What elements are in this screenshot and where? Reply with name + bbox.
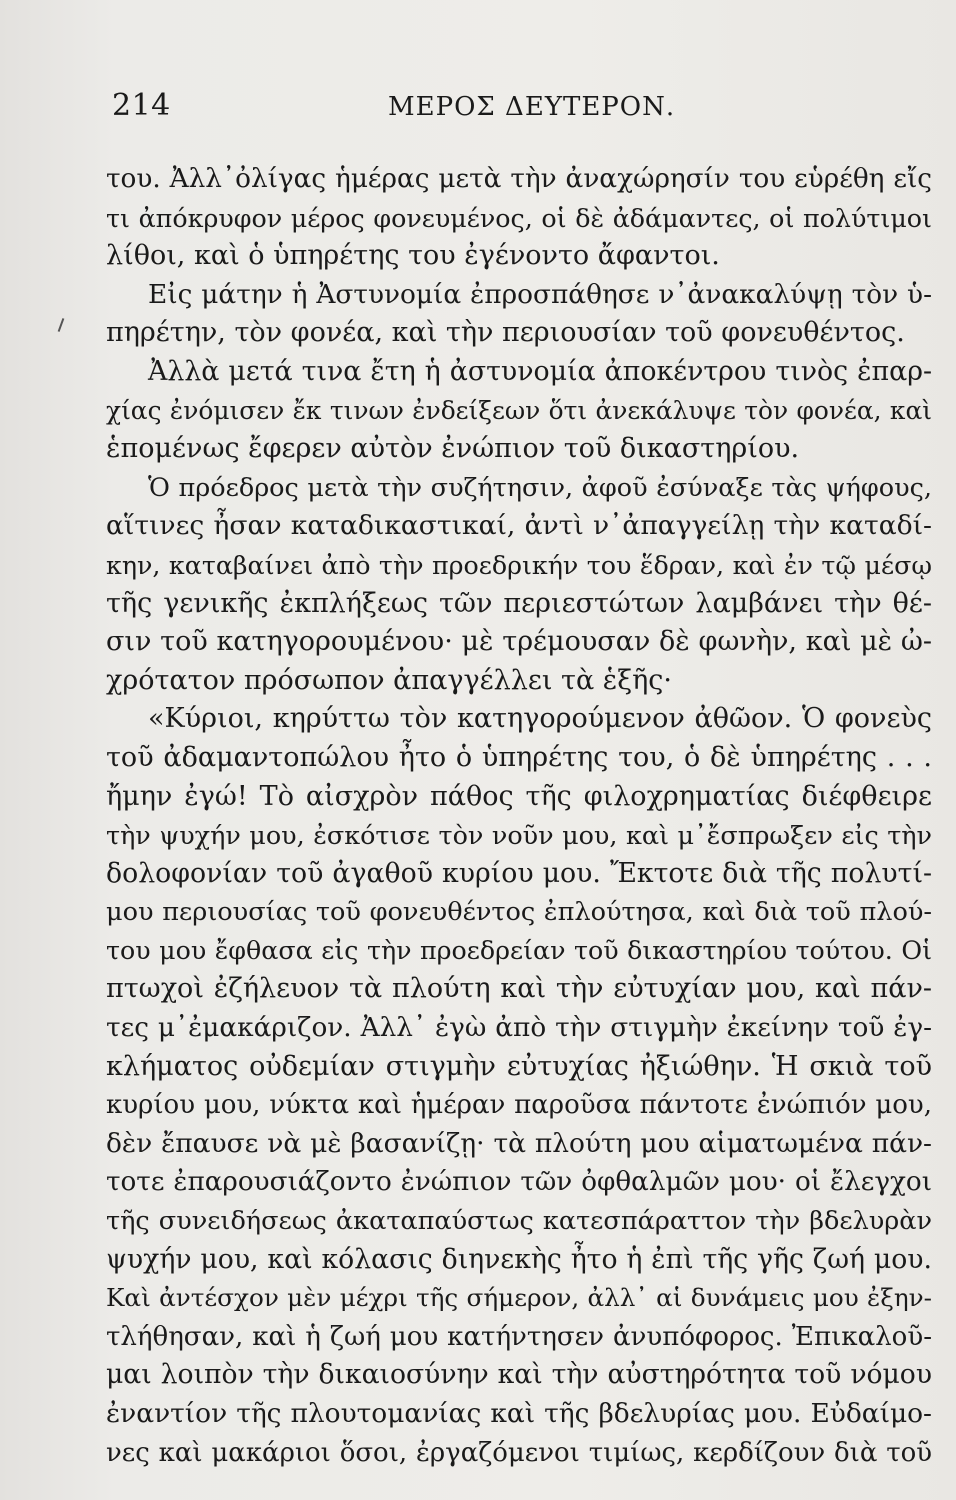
text-line: τῆς γενικῆς ἐκπλήξεως τῶν περιεστώτων λαμβάνει τὴν θέ- xyxy=(106,587,932,619)
text-line: αἵτινες ἦσαν καταδικαστικαί, ἀντὶ ν᾽ἀπαγγείλῃ τὴν καταδί- xyxy=(106,510,932,542)
text-line: τλήθησαν, καὶ ἡ ζωή μου κατήντησεν ἀνυπόφορος. Ἐπικαλοῦ- xyxy=(106,1321,932,1352)
text-line: του μου ἔφθασα εἰς τὴν προεδρείαν τοῦ δικαστηρίου τούτου. Οἱ xyxy=(106,935,932,965)
text-line: τὴν ψυχήν μου, ἐσκότισε τὸν νοῦν μου, καὶ μ᾽ἔσπρωξεν εἰς τὴν xyxy=(106,820,932,851)
text-line: τοτε ἐπαρουσιάζοντο ἐνώπιον τῶν ὀφθαλμῶν μου· οἱ ἔλεγχοι xyxy=(106,1167,932,1198)
margin-mark xyxy=(58,318,65,332)
text-line: λίθοι, καὶ ὁ ὑπηρέτης του ἐγένοντο ἄφαντοι. xyxy=(106,240,720,272)
text-line: χίας ἐνόμισεν ἔκ τινων ἐνδείξεων ὅτι ἀνεκάλυψε τὸν φονέα, καὶ xyxy=(106,395,932,425)
text-line: Καὶ ἀντέσχον μὲν μέχρι τῆς σήμερον, ἀλλ᾽ αἱ δυνάμεις μου ἐξην- xyxy=(106,1283,932,1313)
text-line: ἤμην ἐγώ! Τὸ αἰσχρὸν πάθος τῆς φιλοχρηματίας διέφθειρε xyxy=(106,780,932,812)
text-line: μου περιουσίας τοῦ φονευθέντος ἐπλούτησα, καὶ διὰ τοῦ πλού- xyxy=(106,897,932,928)
text-line: ἐναντίον τῆς πλουτομανίας καὶ τῆς βδελυρίας μου. Εὐδαίμο- xyxy=(106,1398,932,1429)
text-line: «Κύριοι, κηρύττω τὸν κατηγορούμενον ἀθῶον. Ὁ φονεὺς xyxy=(148,703,932,735)
text-line: χρότατον πρόσωπον ἀπαγγέλλει τὰ ἑξῆς· xyxy=(106,664,673,696)
running-head: ΜΕΡΟΣ ΔΕΥΤΕΡΟΝ. xyxy=(388,92,676,122)
text-line: τες μ᾽ἐμακάριζον. Ἀλλ᾽ ἐγὼ ἀπὸ τὴν στιγμὴν ἐκείνην τοῦ ἐγ- xyxy=(106,1013,932,1044)
text-line: Εἰς μάτην ἡ Ἀστυνομία ἐπροσπάθησε ν᾽ἀνακαλύψῃ τὸν ὑ- xyxy=(148,279,932,310)
text-line: ψυχήν μου, καὶ κόλασις διηνεκὴς ἦτο ἡ ἐπὶ τῆς γῆς ζωή μου. xyxy=(106,1243,932,1275)
text-line: κην, καταβαίνει ἀπὸ τὴν προεδρικήν του ἕδραν, καὶ ἐν τῷ μέσῳ xyxy=(106,549,932,580)
page-header xyxy=(112,88,832,132)
text-line: νες καὶ μακάριοι ὅσοι, ἐργαζόμενοι τιμίως, κερδίζουν διὰ τοῦ xyxy=(106,1437,932,1468)
text-line: Ἀλλὰ μετά τινα ἔτη ἡ ἀστυνομία ἀποκέντρου τινὸς ἐπαρ- xyxy=(148,355,932,387)
text-line: Ὁ πρόεδρος μετὰ τὴν συζήτησιν, ἀφοῦ ἐσύναξε τὰς ψήφους, xyxy=(148,472,932,503)
text-line: ἑπομένως ἔφερεν αὐτὸν ἐνώπιον τοῦ δικαστηρίου. xyxy=(106,433,800,465)
page-number: 214 xyxy=(112,88,171,123)
text-line: τοῦ ἀδαμαντοπώλου ἦτο ὁ ὑπηρέτης του, ὁ δὲ ὑπηρέτης . . . xyxy=(106,741,932,773)
text-line: του. Ἀλλ᾽ὀλίγας ἡμέρας μετὰ τὴν ἀναχώρησίν του εὑρέθη εἴς xyxy=(106,164,932,194)
text-line: δολοφονίαν τοῦ ἀγαθοῦ κυρίου μου. Ἔκτοτε διὰ τῆς πολυτί- xyxy=(106,857,932,889)
body-text xyxy=(106,160,932,1472)
text-line: πηρέτην, τὸν φονέα, καὶ τὴν περιουσίαν τοῦ φονευθέντος. xyxy=(106,317,905,349)
text-line: μαι λοιπὸν τὴν δικαιοσύνην καὶ τὴν αὐστηρότητα τοῦ νόμου xyxy=(106,1359,932,1391)
text-line: πτωχοὶ ἐζήλευον τὰ πλούτη καὶ τὴν εὐτυχίαν μου, καὶ πάν- xyxy=(106,973,932,1005)
text-line: δὲν ἔπαυσε νὰ μὲ βασανίζῃ· τὰ πλούτη μου αἱματωμένα πάν- xyxy=(106,1127,932,1159)
text-line: κυρίου μου, νύκτα καὶ ἡμέραν παροῦσα πάντοτε ἐνώπιόν μου, xyxy=(106,1090,932,1121)
text-line: σιν τοῦ κατηγορουμένου· μὲ τρέμουσαν δὲ φωνὴν, καὶ μὲ ὠ- xyxy=(106,626,932,658)
text-line: τῆς συνειδήσεως ἀκαταπαύστως κατεσπάραττον τὴν βδελυρὰν xyxy=(106,1206,932,1237)
text-line: κλήματος οὐδεμίαν στιγμὴν εὐτυχίας ἠξιώθην. Ἡ σκιὰ τοῦ xyxy=(106,1050,932,1082)
text-line: τι ἀπόκρυφον μέρος φονευμένος, οἱ δὲ ἀδάμαντες, οἱ πολύτιμοι xyxy=(106,202,932,233)
